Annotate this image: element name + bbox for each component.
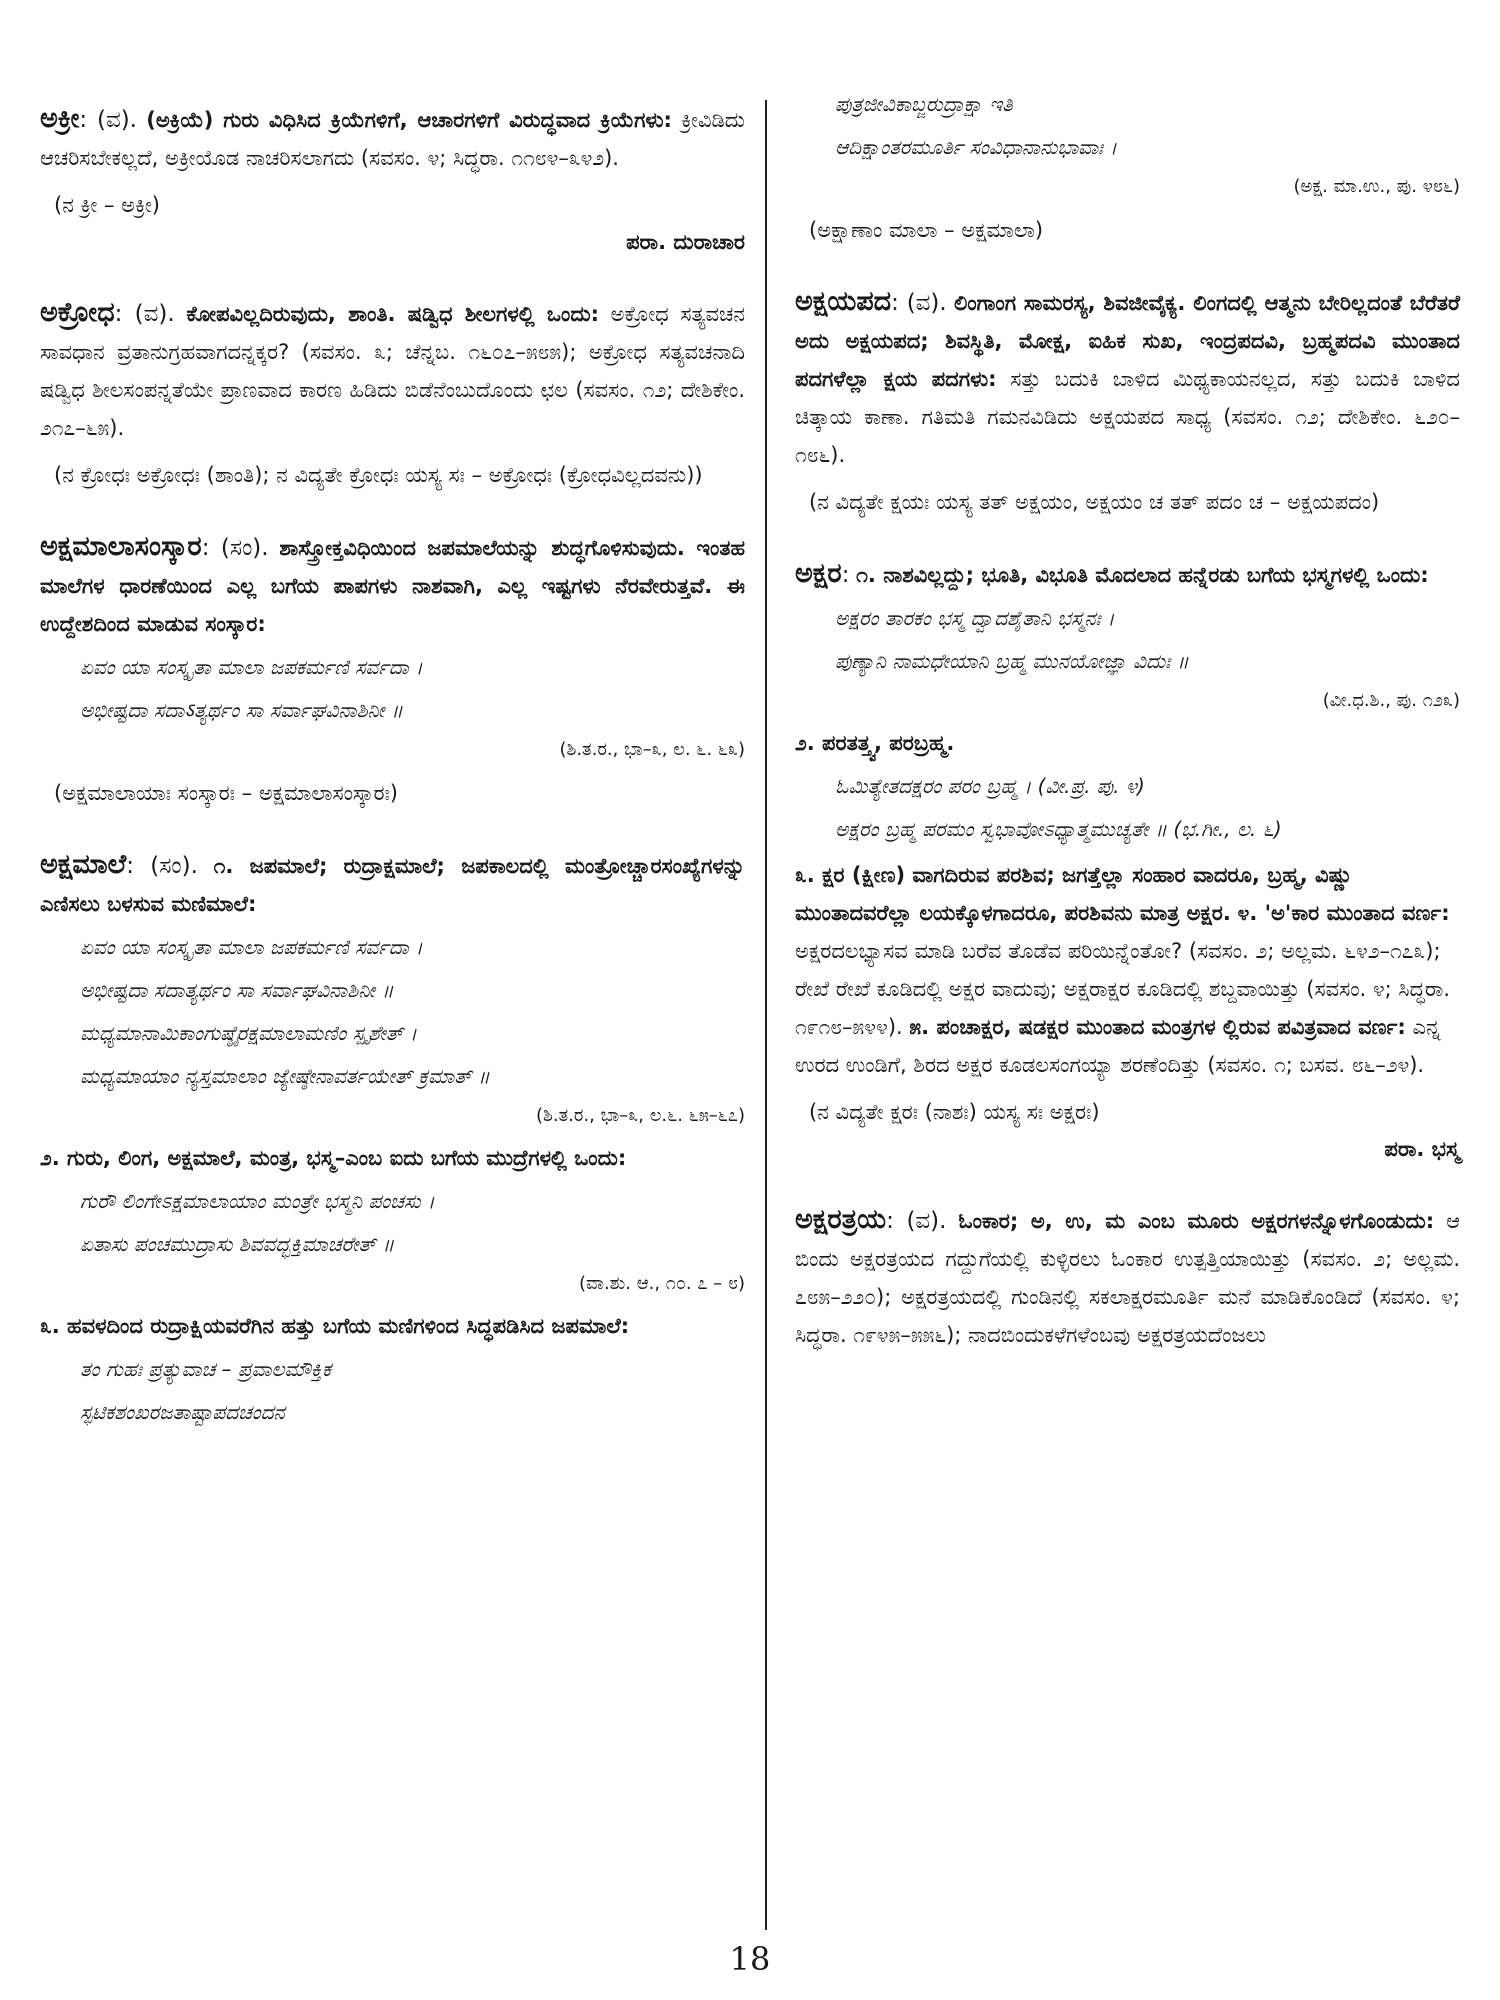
verse-line: ಅಕ್ಷರಂ ತಾರಕಂ ಭಸ್ಮ ದ್ವಾದಶೈತಾನಿ ಭಸ್ಮನಃ । bbox=[835, 606, 1115, 630]
entry-akshara bbox=[795, 555, 1460, 1167]
grammar-tag: : (ಸಂ). bbox=[126, 853, 198, 879]
page-number: 18 bbox=[729, 1940, 771, 1978]
grammar-tag: : (ವ). bbox=[886, 1208, 947, 1234]
verse-line: ಅಭೀಷ್ಟದಾ ಸದಾತ್ಯರ್ಥಂ ಸಾ ಸರ್ವಾಘವಿನಾಶಿನೀ ॥ bbox=[80, 978, 394, 1002]
verse-line: ಸ್ಫಟಿಕಶಂಖರಜತಾಷ್ಟಾಪದಚಂದನ bbox=[80, 1400, 285, 1424]
headword: ಅಕ್ರೀ bbox=[40, 103, 80, 134]
sense-3: ೩. ಹವಳದಿಂದ ರುದ್ರಾಕ್ಷಿಯವರೆಗಿನ ಹತ್ತು ಬಗೆಯ ಮಣಿಗಳಿಂದ ಸಿದ್ಧಪಡಿಸಿದ ಜಪಮಾಲೆ: bbox=[40, 1314, 630, 1338]
entry-akshamale-continued bbox=[795, 86, 1460, 249]
definition: ಲಿಂಗಾಂಗ ಸಾಮರಸ್ಯ, ಶಿವಜೀವೈಕ್ಯ. ಲಿಂಗದಲ್ಲಿ ಆತ್ಮನು ಬೇರಿಲ್ಲದಂತೆ ಬೆರೆತರೆ ಅದು ಅಕ್ಷಯಪದ; ಶಿವಸ್ಥಿತಿ, ಮೋಕ್ಷ, ಐಹಿಕ ಸುಖ, ಇಂದ್ರಪದವಿ, ಬ್ರಹ್ಮಪದವಿ ಮುಂತಾದ ಪದಗಳೆಲ್ಲಾ ಕ್ಷಯ ಪದಗಳು: bbox=[795, 291, 1460, 391]
headword: ಅಕ್ಷಮಾಲೆ bbox=[40, 849, 127, 880]
definition: ಓಂಕಾರ; ಅ, ಉ, ಮ ಎಂಬ ಮೂರು ಅಕ್ಷರಗಳನ್ನೊಳಗೊಂಡುದು: bbox=[958, 1209, 1435, 1233]
grammar-tag: : (ವ). bbox=[79, 107, 137, 133]
verse-line: ಏತಾಸು ಪಂಚಮುದ್ರಾಸು ಶಿವವದ್ಭಕ್ತಿಮಾಚರೇತ್ ॥ bbox=[80, 1232, 395, 1256]
citation: ಅಕ್ಷರದಲಭ್ಯಾಸವ ಮಾಡಿ ಬರೆವ ತೊಡೆವ ಪರಿಯಿನ್ನೆಂತೋ? (ಸವಸಂ. ೨; ಅಲ್ಲಮ. ೬೪೨–೧೭೩); ರೇಖೆ ರೇಖೆ ಕೂಡಿದಲ್ಲಿ ಅಕ್ಷರ ವಾದುವು; ಅಕ್ಷರಾಕ್ಷರ ಕೂಡಿದಲ್ಲಿ ಶಬ್ದವಾಯಿತ್ತು (ಸವಸಂ. ೪; ಸಿದ್ಧರಾ. ೧೯೧೮–೫೪೪). bbox=[795, 939, 1451, 1039]
grammar-tag: : bbox=[841, 562, 850, 588]
synonym: ಪರಾ. ಭಸ್ಮ bbox=[1384, 1137, 1460, 1161]
column-divider bbox=[765, 100, 767, 1930]
etymology: (ನ ಕ್ರೀ – ಅಕ್ರೀ) bbox=[54, 193, 160, 217]
left-column bbox=[40, 100, 745, 1465]
entry-akri bbox=[40, 100, 745, 260]
entry-akrodha bbox=[40, 294, 745, 494]
sense-4: ೪. 'ಅ'ಕಾರ ಮುಂತಾದ ವರ್ಣ: bbox=[1237, 901, 1450, 925]
sense-5: ೫. ಪಂಚಾಕ್ಷರ, ಷಡಕ್ಷರ ಮುಂತಾದ ಮಂತ್ರಗಳ ಲ್ಲಿರುವ ಪವಿತ್ರವಾದ ವರ್ಣ: bbox=[909, 1015, 1406, 1039]
etymology: (ಅಕ್ಷಮಾಲಾಯಾಃ ಸಂಸ್ಕಾರಃ – ಅಕ್ಷಮಾಲಾಸಂಸ್ಕಾರಃ) bbox=[54, 781, 398, 805]
entry-aksharatraya bbox=[795, 1201, 1460, 1354]
headword: ಅಕ್ಷರತ್ರಯ bbox=[795, 1204, 887, 1235]
citation: ಸತ್ತು ಬದುಕಿ ಬಾಳಿದ ಮಿಥ್ಯಕಾಯನಲ್ಲದ, ಸತ್ತು ಬದುಕಿ ಬಾಳಿದ ಚಿತ್ಕಾಯ ಕಾಣಾ. ಗತಿಮತಿ ಗಮನವಿಡಿದು ಅಕ್ಷಯಪದ ಸಾಧ್ಯ (ಸವಸಂ. ೧೨; ದೇಶಿಕೇಂ. ೬೨೦–೧೮೬). bbox=[795, 367, 1460, 467]
definition: (ಅಕ್ರಿಯೆ) ಗುರು ವಿಧಿಸಿದ ಕ್ರಿಯೆಗಳಿಗೆ, ಆಚಾರಗಳಿಗೆ ವಿರುದ್ಧವಾದ ಕ್ರಿಯೆಗಳು: bbox=[146, 108, 672, 132]
citation: ಅಕ್ರೋಧ ಸತ್ಯವಚನ ಸಾವಧಾನ ವ್ರತಾನುಗ್ರಹವಾಗದನ್ನಕ್ಕರ? (ಸವಸಂ. ೩; ಚೆನ್ನಬ. ೧೬೦೭–೫೮೫); ಅಕ್ರೋಧ ಸತ್ಯವಚನಾದಿ ಷಡ್ವಿಧ ಶೀಲಸಂಪನ್ನತೆಯೇ ಪ್ರಾಣವಾದ ಕಾರಣ ಹಿಡಿದು ಬಿಡೆನೆಂಬುದೊಂದು ಛಲ (ಸವಸಂ. ೧೨; ದೇಶಿಕೇಂ. ೨೧೭–೬೫). bbox=[40, 302, 745, 440]
etymology: (ನ ಕ್ರೋಧಃ ಅಕ್ರೋಧಃ (ಶಾಂತಿ); ನ ವಿದ್ಯತೇ ಕ್ರೋಧಃ ಯಸ್ಯ ಸಃ – ಅಕ್ರೋಧಃ (ಕ್ರೋಧವಿಲ್ಲದವನು)) bbox=[54, 463, 703, 487]
citation: ಆ ಬಿಂದು ಅಕ್ಷರತ್ರಯದ ಗದ್ದುಗೆಯಲ್ಲಿ ಕುಳ್ಳಿರಲು ಓಂಕಾರ ಉತ್ಪತ್ತಿಯಾಯಿತ್ತು (ಸವಸಂ. ೨; ಅಲ್ಲಮ. ೭೮೫–೨೨೦); ಅಕ್ಷರತ್ರಯದಲ್ಲಿ ಗುಂಡಿನಲ್ಲಿ ಸಕಲಾಕ್ಷರಮೂರ್ತಿ ಮನೆ ಮಾಡಿಕೊಂಡಿದೆ (ಸವಸಂ. ೪; ಸಿದ್ಧರಾ. ೧೯೪೫–೫೫೬); ನಾದಬಿಂದುಕಳೆಗಳೆಂಬವು ಅಕ್ಷರತ್ರಯದೆಂಜಲು bbox=[795, 1209, 1460, 1347]
sense-3: ೩. ಕ್ಷರ (ಕ್ಷೀಣ) ವಾಗದಿರುವ ಪರಶಿವ; ಜಗತ್ತೆಲ್ಲಾ ಸಂಹಾರ ವಾದರೂ, ಬ್ರಹ್ಮ, ವಿಷ್ಣು ಮುಂತಾದವರೆಲ್ಲಾ ಲಯಕ್ಕೊಳಗಾದರೂ, ಪರಶಿವನು ಮಾತ್ರ ಅಕ್ಷರ. bbox=[795, 863, 1353, 925]
verse-line: ಅಭೀಷ್ಟದಾ ಸದಾऽತ್ಯರ್ಥಂ ಸಾ ಸರ್ವಾಘವಿನಾಶಿನೀ ॥ bbox=[80, 698, 403, 722]
verse-line: ಏವಂ ಯಾ ಸಂಸ್ಕೃತಾ ಮಾಲಾ ಜಪಕರ್ಮಣಿ ಸರ್ವದಾ । bbox=[80, 655, 423, 679]
right-column bbox=[795, 92, 1460, 1388]
etymology: (ನ ವಿದ್ಯತೇ ಕ್ಷಯಃ ಯಸ್ಯ ತತ್ ಅಕ್ಷಯಂ, ಅಕ್ಷಯಂ ಚ ತತ್ ಪದಂ ಚ – ಅಕ್ಷಯಪದಂ) bbox=[809, 490, 1380, 514]
verse-line: ಮಧ್ಯಮಾನಾಮಿಕಾಂಗುಷ್ಠೈರಕ್ಷಮಾಲಾಮಣಿಂ ಸ್ಪೃಶೇತ್ । bbox=[80, 1021, 417, 1045]
grammar-tag: : (ಸಂ). bbox=[201, 535, 269, 561]
entry-akshamalasamskara bbox=[40, 528, 745, 812]
verse-line: ಆದಿಕ್ಷಾಂತರಮೂರ್ತಿ ಸಂವಿಧಾನಾನುಭಾವಾಃ । bbox=[835, 135, 1117, 159]
etymology: (ಅಕ್ಷಾಣಾಂ ಮಾಲಾ – ಅಕ್ಷಮಾಲಾ) bbox=[809, 218, 1044, 242]
reference: (ವಾ.ಶು. ಆ., ೧೦. ೭ – ೮) bbox=[579, 1273, 745, 1294]
citation: ಎನ್ನ ಉರದ ಉಂಡಿಗೆ, ಶಿರದ ಅಕ್ಷರ ಕೂಡಲಸಂಗಯ್ಯಾ ಶರಣೆಂದಿತ್ತು (ಸವಸಂ. ೧; ಬಸವ. ೮೬–೨೪). bbox=[795, 1015, 1441, 1077]
synonym: ಪರಾ. ದುರಾಚಾರ bbox=[626, 230, 745, 254]
verse-line: ಪುತ್ರಜೀವಿಕಾಬ್ಜರುದ್ರಾಕ್ಷಾ ಇತಿ bbox=[835, 92, 1013, 116]
grammar-tag: : (ವ). bbox=[114, 301, 175, 327]
verse-line: ಏವಂ ಯಾ ಸಂಸ್ಕೃತಾ ಮಾಲಾ ಜಪಕರ್ಮಣಿ ಸರ್ವದಾ । bbox=[80, 935, 423, 959]
verse-line: ಮಧ್ಯಮಾಯಾಂ ನ್ಯಸ್ತಮಾಲಾಂ ಜ್ಯೇಷ್ಠೇನಾವರ್ತಯೇತ್ ಕ್ರಮಾತ್ ॥ bbox=[80, 1064, 490, 1088]
citation: ಕ್ರೀವಿಡಿದು ಆಚರಿಸಬೇಕಲ್ಲದೆ, ಅಕ್ರೀಯೊಡ ನಾಚರಿಸಲಾಗದು (ಸವಸಂ. ೪; ಸಿದ್ಧರಾ. ೧೧೮೪–೩೪೨). bbox=[40, 108, 745, 170]
reference: (ಶಿ.ತ.ರ., ಭಾ–೩, ಲ. ೬. ೬೩) bbox=[559, 739, 745, 760]
entry-akshamale bbox=[40, 846, 745, 1431]
reference: (ವೀ.ಧ.ಶಿ., ಪು. ೧೨೩) bbox=[1322, 690, 1460, 711]
verse-line: ಪುಣ್ಯಾನಿ ನಾಮಧೇಯಾನಿ ಬ್ರಹ್ಮ ಮುನಯೋಜ್ಞಾ ವಿದುಃ ॥ bbox=[835, 649, 1189, 673]
verse-line: ಓಮಿತ್ಯೇತದಕ್ಷರಂ ಪರಂ ಬ್ರಹ್ಮ । (ವೀ.ಪ್ರ. ಪು. ೪) bbox=[835, 774, 1145, 798]
definition: ಕೋಪವಿಲ್ಲದಿರುವುದು, ಶಾಂತಿ. ಷಡ್ವಿಧ ಶೀಲಗಳಲ್ಲಿ ಒಂದು: bbox=[186, 302, 599, 326]
grammar-tag: : (ವ). bbox=[891, 290, 947, 316]
sense-2: ೨. ಪರತತ್ತ್ವ, ಪರಬ್ರಹ್ಮ. bbox=[795, 731, 955, 755]
reference: (ಅಕ್ಷ. ಮಾ.ಉ., ಪು. ೪೮೬) bbox=[1293, 176, 1460, 197]
headword: ಅಕ್ಷಯಪದ bbox=[795, 286, 892, 317]
headword: ಅಕ್ಷರ bbox=[795, 558, 842, 589]
sense-2: ೨. ಗುರು, ಲಿಂಗ, ಅಕ್ಷಮಾಲೆ, ಮಂತ್ರ, ಭಸ್ಮ–ಎಂಬ ಐದು ಬಗೆಯ ಮುದ್ರೆಗಳಲ್ಲಿ ಒಂದು: bbox=[40, 1146, 627, 1170]
entry-akshayapada bbox=[795, 283, 1460, 521]
headword: ಅಕ್ರೋಧ bbox=[40, 297, 115, 328]
verse-line: ತಂ ಗುಹಃ ಪ್ರತ್ಯುವಾಚ – ಪ್ರವಾಲಮೌಕ್ತಿಕ bbox=[80, 1357, 331, 1381]
definition: ೧. ನಾಶವಿಲ್ಲದ್ದು; ಭೂತಿ, ವಿಭೂತಿ ಮೊದಲಾದ ಹನ್ನೆರಡು ಬಗೆಯ ಭಸ್ಮಗಳಲ್ಲಿ ಒಂದು: bbox=[856, 563, 1429, 587]
headword: ಅಕ್ಷಮಾಲಾಸಂಸ್ಕಾರ bbox=[40, 531, 202, 562]
definition: ೧. ಜಪಮಾಲೆ; ರುದ್ರಾಕ್ಷಮಾಲೆ; ಜಪಕಾಲದಲ್ಲಿ ಮಂತ್ರೋಚ್ಚಾರಸಂಖ್ಯೆಗಳನ್ನು ಎಣಿಸಲು ಬಳಸುವ ಮಣಿಮಾಲೆ: bbox=[40, 854, 745, 916]
verse-line: ಗುರೌ ಲಿಂಗೇಽಕ್ಷಮಾಲಾಯಾಂ ಮಂತ್ರೇ ಭಸ್ಮನಿ ಪಂಚಸು । bbox=[80, 1189, 435, 1213]
verse-line: ಅಕ್ಷರಂ ಬ್ರಹ್ಮ ಪರಮಂ ಸ್ವಭಾವೋಽಧ್ಯಾತ್ಮಮುಚ್ಯತೇ ॥ (ಭ.ಗೀ., ಲ. ೬) bbox=[835, 817, 1282, 841]
reference: (ಶಿ.ತ.ರ., ಭಾ–೩, ಲ.೬. ೬೫–೬೭) bbox=[536, 1105, 745, 1126]
definition: ಶಾಸ್ತ್ರೋಕ್ತವಿಧಿಯಿಂದ ಜಪಮಾಲೆಯನ್ನು ಶುದ್ಧಗೊಳಿಸುವುದು. ಇಂತಹ ಮಾಲೆಗಳ ಧಾರಣೆಯಿಂದ ಎಲ್ಲ ಬಗೆಯ ಪಾಪಗಳು ನಾಶವಾಗಿ, ಎಲ್ಲ ಇಷ್ಟಗಳು ನೆರವೇರುತ್ತವೆ. ಈ ಉದ್ದೇಶದಿಂದ ಮಾಡುವ ಸಂಸ್ಕಾರ: bbox=[40, 536, 745, 636]
etymology: (ನ ವಿದ್ಯತೇ ಕ್ಷರಃ (ನಾಶಃ) ಯಸ್ಯ ಸಃ ಅಕ್ಷರಃ) bbox=[809, 1100, 1100, 1124]
